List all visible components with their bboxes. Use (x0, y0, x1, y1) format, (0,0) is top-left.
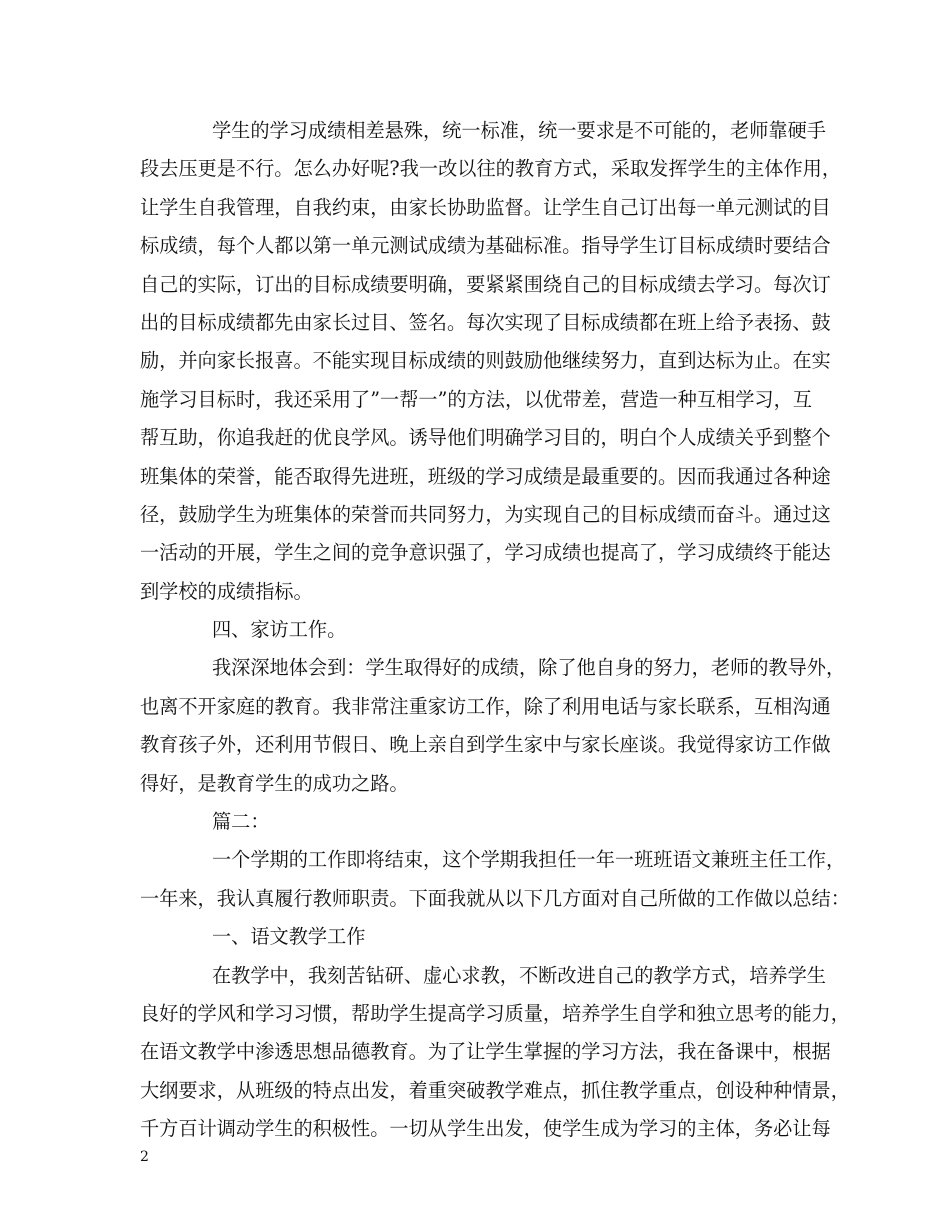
text-line: 大纲要求，从班级的特点出发，着重突破教学难点，抓住教学重点，创设种种情景， (140, 1078, 850, 1102)
text-line: 出的目标成绩都先由家长过目、签名。每次实现了目标成绩都在班上给予表扬、鼓 (140, 310, 831, 334)
text-line: 一活动的开展，学生之间的竞争意识强了，学习成绩也提高了，学习成绩终于能达 (140, 541, 831, 565)
text-line: 也离不开家庭的教育。我非常注重家访工作，除了利用电话与家长联系，互相沟通 (140, 694, 831, 718)
text-line: 径，鼓励学生为班集体的荣誉而共同努力，为实现自己的目标成绩而奋斗。通过这 (140, 502, 831, 526)
text-line: 得好，是教育学生的成功之路。 (140, 771, 409, 795)
text-line: 千方百计调动学生的积极性。一切从学生出发，使学生成为学习的主体，务必让每 (140, 1117, 831, 1141)
text-line: 到学校的成绩指标。 (140, 579, 313, 603)
text-line: 在教学中，我刻苦钻研、虚心求教，不断改进自己的教学方式，培养学生 (212, 963, 826, 987)
body-text (140, 112, 850, 1149)
text-line: 自己的实际，订出的目标成绩要明确，要紧紧围绕自己的目标成绩去学习。每次订 (140, 272, 831, 296)
text-line: 标成绩，每个人都以第一单元测试成绩为基础标准。指导学生订目标成绩时要结合 (140, 234, 831, 258)
text-line: 一年来，我认真履行教师职责。下面我就从以下几方面对自己所做的工作做以总结： (140, 886, 850, 910)
text-line: 励，并向家长报喜。不能实现目标成绩的则鼓励他继续努力，直到达标为止。在实 (140, 349, 831, 373)
text-line: 在语文教学中渗透思想品德教育。为了让学生掌握的学习方法，我在备课中，根据 (140, 1040, 831, 1064)
text-line: 施学习目标时，我还采用了”一帮一”的方法，以优带差，营造一种互相学习，互 (140, 387, 812, 411)
text-line: 一个学期的工作即将结束，这个学期我担任一年一班班语文兼班主任工作， (212, 848, 846, 872)
part-heading: 篇二： (212, 810, 270, 834)
section-heading: 四、家访工作。 (212, 618, 347, 642)
text-line: 段去压更是不行。怎么办好呢?我一改以往的教育方式，采取发挥学生的主体作用， (140, 157, 842, 181)
text-line: 让学生自我管理，自我约束，由家长协助监督。让学生自己订出每一单元测试的目 (140, 195, 831, 219)
text-line: 学生的学习成绩相差悬殊，统一标准，统一要求是不可能的，老师靠硬手 (212, 119, 826, 142)
text-line: 我深深地体会到：学生取得好的成绩，除了他自身的努力，老师的教导外， (212, 656, 846, 680)
text-line: 班集体的荣誉，能否取得先进班，班级的学习成绩是最重要的。因而我通过各种途 (140, 464, 831, 488)
text-line: 帮互助，你追我赶的优良学风。诱导他们明确学习目的，明白个人成绩关乎到整个 (140, 426, 831, 450)
section-heading: 一、语文教学工作 (212, 925, 366, 949)
text-line: 良好的学风和学习习惯，帮助学生提高学习质量，培养学生自学和独立思考的能力， (140, 1001, 850, 1025)
page-number: 2 (140, 1149, 149, 1165)
text-line: 教育孩子外，还利用节假日、晚上亲自到学生家中与家长座谈。我觉得家访工作做 (140, 733, 831, 757)
